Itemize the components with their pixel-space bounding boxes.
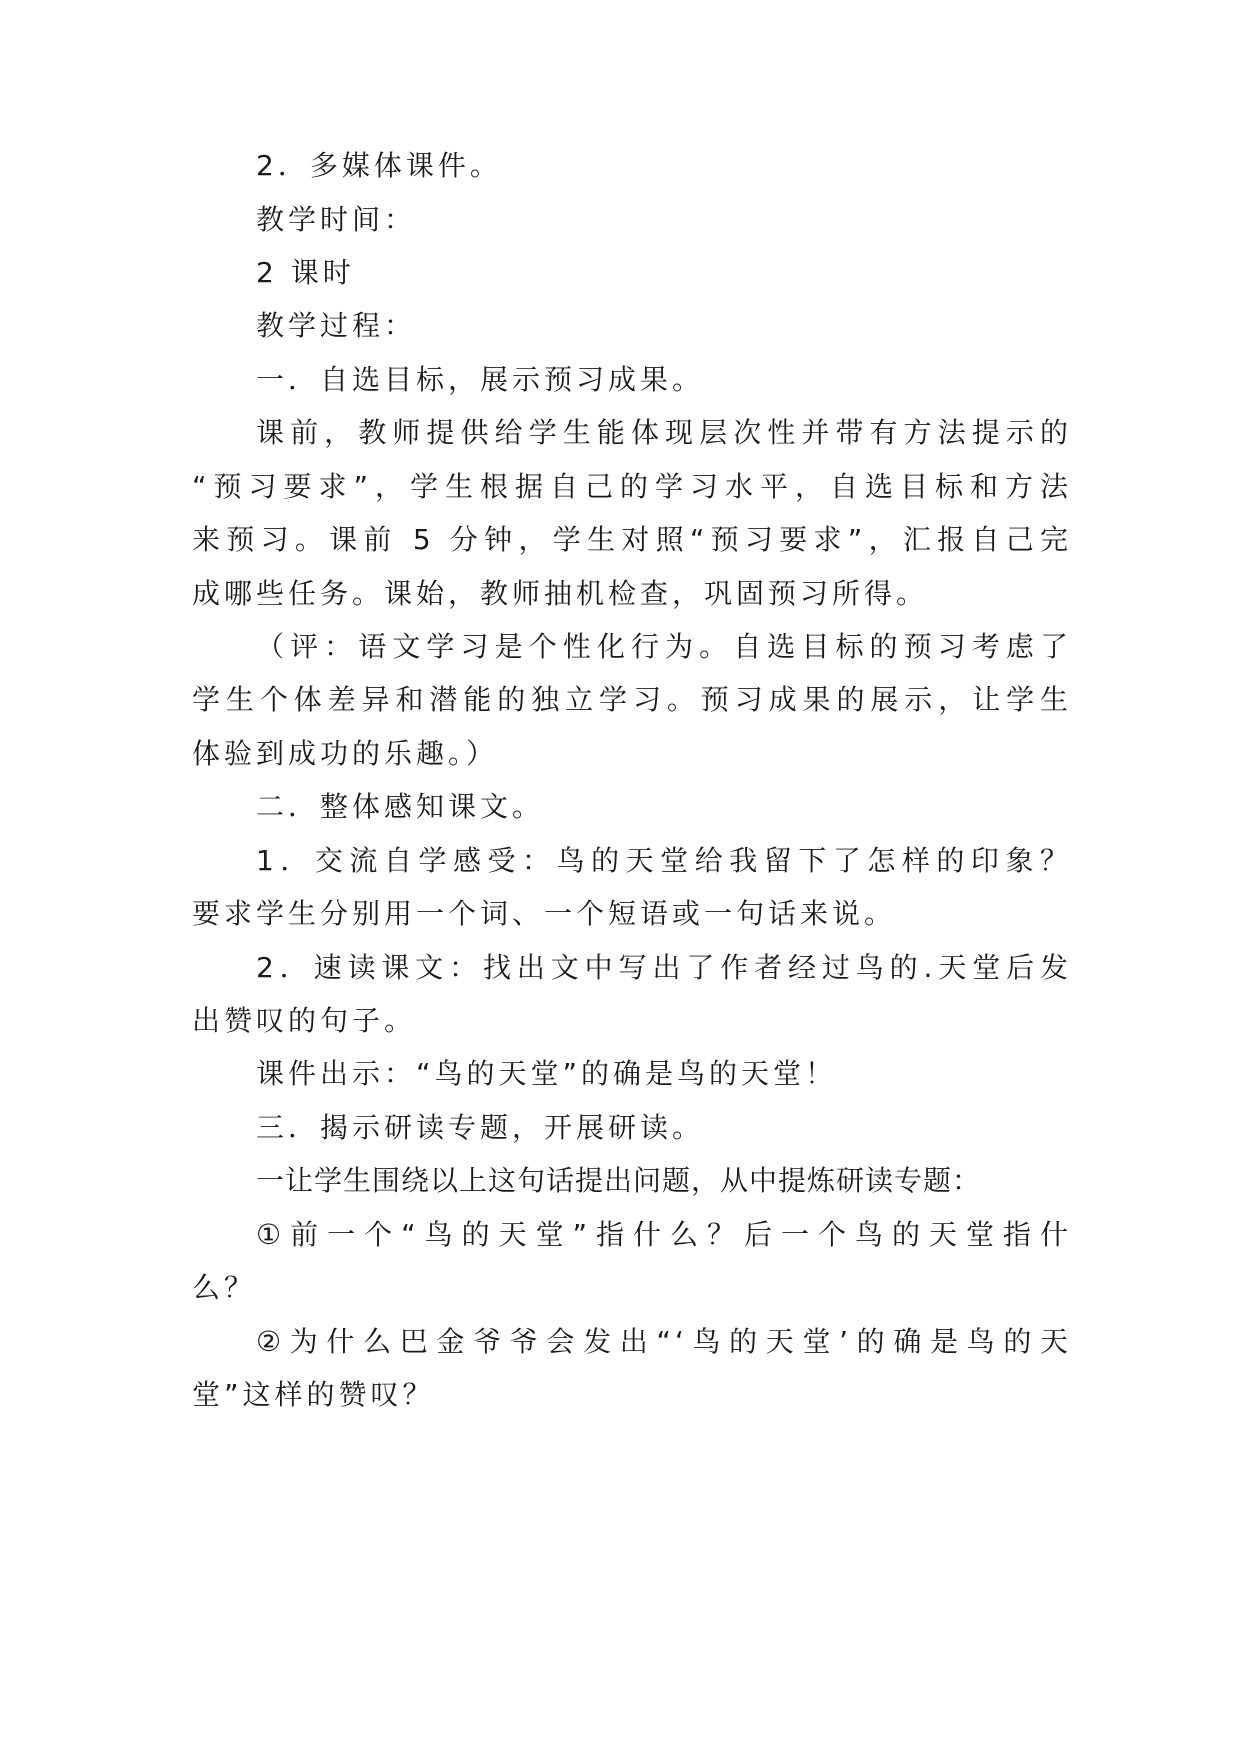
text-line: 课前，教师提供给学生能体现层次性并带有方法提示的	[256, 416, 1072, 449]
text-line: “预习要求”，学生根据自己的学习水平，自选目标和方法	[192, 470, 1072, 503]
text-line: 一让学生围绕以上这句话提出问题，从中提炼研读专题：	[256, 1164, 982, 1197]
text-line: 么？	[192, 1271, 257, 1304]
text-line: 1．交流自学感受：鸟的天堂给我留下了怎样的印象？	[256, 844, 1072, 877]
text-line: 成哪些任务。课始，教师抽机检查，巩固预习所得。	[192, 577, 929, 610]
section-heading: 一．自选目标，展示预习成果。	[256, 363, 705, 396]
text-line: 学生个体差异和潜能的独立学习。预习成果的展示，让学生	[192, 683, 1072, 716]
text-line: 堂”这样的赞叹？	[192, 1378, 435, 1411]
text-line: 教学过程：	[256, 309, 417, 342]
text-line: 课件出示：“鸟的天堂”的确是鸟的天堂！	[256, 1057, 838, 1090]
text-line: 来预习。课前 5 分钟，学生对照“预习要求”，汇报自己完	[192, 523, 1072, 556]
section-heading: 三．揭示研读专题，开展研读。	[256, 1111, 705, 1144]
text-line: 体验到成功的乐趣。）	[192, 737, 499, 770]
text-line: 教学时间：	[256, 203, 417, 236]
text-line: 2．多媒体课件。	[256, 149, 502, 182]
text-line: 2．速读课文：找出文中写出了作者经过鸟的.天堂后发	[256, 951, 1072, 984]
text-line: ①前一个“鸟的天堂”指什么？后一个鸟的天堂指什	[256, 1218, 1072, 1251]
section-heading: 二．整体感知课文。	[256, 790, 545, 823]
text-line: （评：语文学习是个性化行为。自选目标的预习考虑了	[256, 630, 1072, 663]
text-line: 2 课时	[256, 256, 355, 289]
text-line: 出赞叹的句子。	[192, 1004, 417, 1037]
text-line: ②为什么巴金爷爷会发出“‘鸟的天堂’的确是鸟的天	[256, 1325, 1072, 1358]
text-line: 要求学生分别用一个词、一个短语或一句话来说。	[192, 897, 897, 930]
